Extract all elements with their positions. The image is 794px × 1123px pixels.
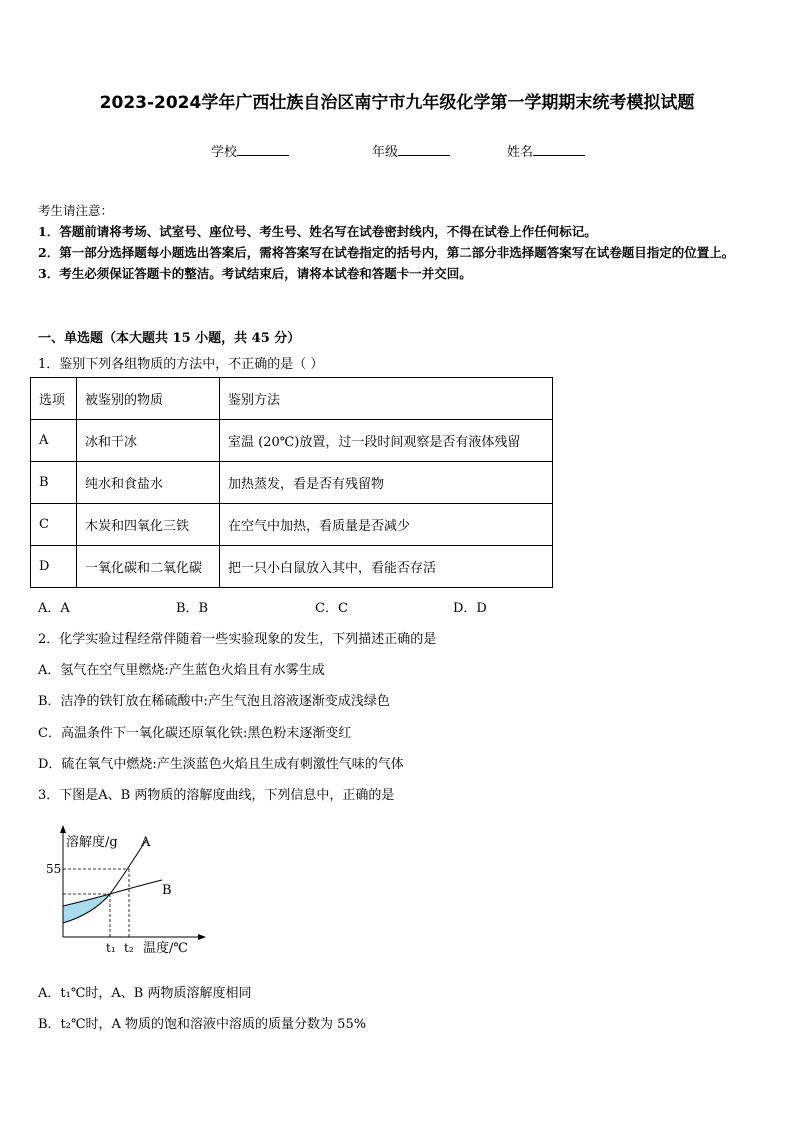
- q1-option-a[interactable]: A．A: [38, 601, 70, 616]
- table-row: [31, 420, 553, 462]
- table-cell: A: [31, 420, 77, 462]
- q2-stem: 2．化学实验过程经常伴随着一些实验现象的发生，下列描述正确的是: [38, 632, 437, 647]
- notice-heading: 考生请注意：: [38, 203, 114, 218]
- q3-option-a[interactable]: A．t₁℃时，A、B 两物质溶解度相同: [38, 986, 252, 1001]
- grade-field[interactable]: [372, 141, 450, 160]
- q2-option-d[interactable]: D．硫在氧气中燃烧:产生淡蓝色火焰且生成有刺激性气味的气体: [38, 757, 404, 772]
- curve-b-label: B: [162, 883, 172, 898]
- table-cell: 室温 (20℃)放置，过一段时间观察是否有液体残留: [220, 420, 553, 462]
- q1-option-c[interactable]: C．C: [315, 601, 348, 616]
- y-tick-55: 55: [46, 862, 62, 876]
- school-blank[interactable]: [237, 143, 289, 156]
- name-label: 姓名: [507, 145, 534, 160]
- table-cell: 加热蒸发，看是否有残留物: [220, 462, 553, 504]
- curve-b: [63, 880, 162, 906]
- notice-item: 3．考生必须保证答题卡的整洁。考试结束后，请将本试卷和答题卡一并交回。: [38, 266, 472, 281]
- table-row: [31, 504, 553, 546]
- table-cell: B: [31, 462, 77, 504]
- table-cell: 纯水和食盐水: [77, 462, 220, 504]
- section-heading: 一、单选题（本大题共 15 小题，共 45 分）: [38, 331, 301, 346]
- table-cell: 木炭和四氧化三铁: [77, 504, 220, 546]
- x-tick-t2: t₂: [124, 941, 134, 955]
- q3-option-b[interactable]: B．t₂℃时，A 物质的饱和溶液中溶质的质量分数为 55%: [38, 1017, 367, 1032]
- notice-item: 1．答题前请将考场、试室号、座位号、考生号、姓名写在试卷密封线内，不得在试卷上作任何标记。: [38, 224, 597, 239]
- grade-label: 年级: [372, 145, 399, 160]
- q2-option-a[interactable]: A．氢气在空气里燃烧:产生蓝色火焰且有水雾生成: [38, 663, 325, 678]
- q1-option-d[interactable]: D．D: [453, 601, 487, 616]
- table-row: [31, 462, 553, 504]
- table-header: 鉴别方法: [220, 378, 553, 420]
- name-field[interactable]: [507, 141, 585, 160]
- table-cell: 在空气中加热，看质量是否减少: [220, 504, 553, 546]
- q1-table: [30, 377, 553, 588]
- q1-stem: 1．鉴别下列各组物质的方法中，不正确的是（ ）: [38, 357, 324, 372]
- y-axis-arrow: [60, 825, 66, 833]
- table-header: 选项: [31, 378, 77, 420]
- table-cell: 把一只小白鼠放入其中，看能否存活: [220, 546, 553, 588]
- q2-option-c[interactable]: C．高温条件下一氧化碳还原氧化铁:黑色粉末逐渐变红: [38, 726, 352, 741]
- page-title: 2023-2024学年广西壮族自治区南宁市九年级化学第一学期期末统考模拟试题: [99, 93, 695, 113]
- table-cell: D: [31, 546, 77, 588]
- table-row: [31, 546, 553, 588]
- notice-item: 2．第一部分选择题每小题选出答案后，需将答案写在试卷指定的括号内，第二部分非选择题答案写在试卷题目指定的位置上。: [38, 245, 735, 260]
- curve-a-label: A: [141, 835, 151, 850]
- solubility-curve-figure: [38, 822, 218, 962]
- shaded-region: [63, 894, 110, 923]
- table-cell: 一氧化碳和二氧化碳: [77, 546, 220, 588]
- school-field[interactable]: [211, 141, 289, 160]
- x-axis-label: 温度/℃: [143, 941, 188, 956]
- table-header: 被鉴别的物质: [77, 378, 220, 420]
- q1-option-b[interactable]: B．B: [176, 601, 209, 616]
- table-header-row: [31, 378, 553, 420]
- table-cell: 冰和干冰: [77, 420, 220, 462]
- school-label: 学校: [211, 145, 238, 160]
- grade-blank[interactable]: [398, 143, 450, 156]
- table-cell: C: [31, 504, 77, 546]
- x-tick-t1: t₁: [106, 941, 116, 955]
- x-axis-arrow: [198, 934, 206, 940]
- notice-block: [38, 200, 762, 284]
- q3-stem: 3．下图是A、B 两物质的溶解度曲线，下列信息中，正确的是: [38, 788, 395, 803]
- y-axis-label: 溶解度/g: [66, 835, 118, 850]
- name-blank[interactable]: [533, 143, 585, 156]
- q2-option-b[interactable]: B．洁净的铁钉放在稀硫酸中:产生气泡且溶液逐渐变成浅绿色: [38, 694, 390, 709]
